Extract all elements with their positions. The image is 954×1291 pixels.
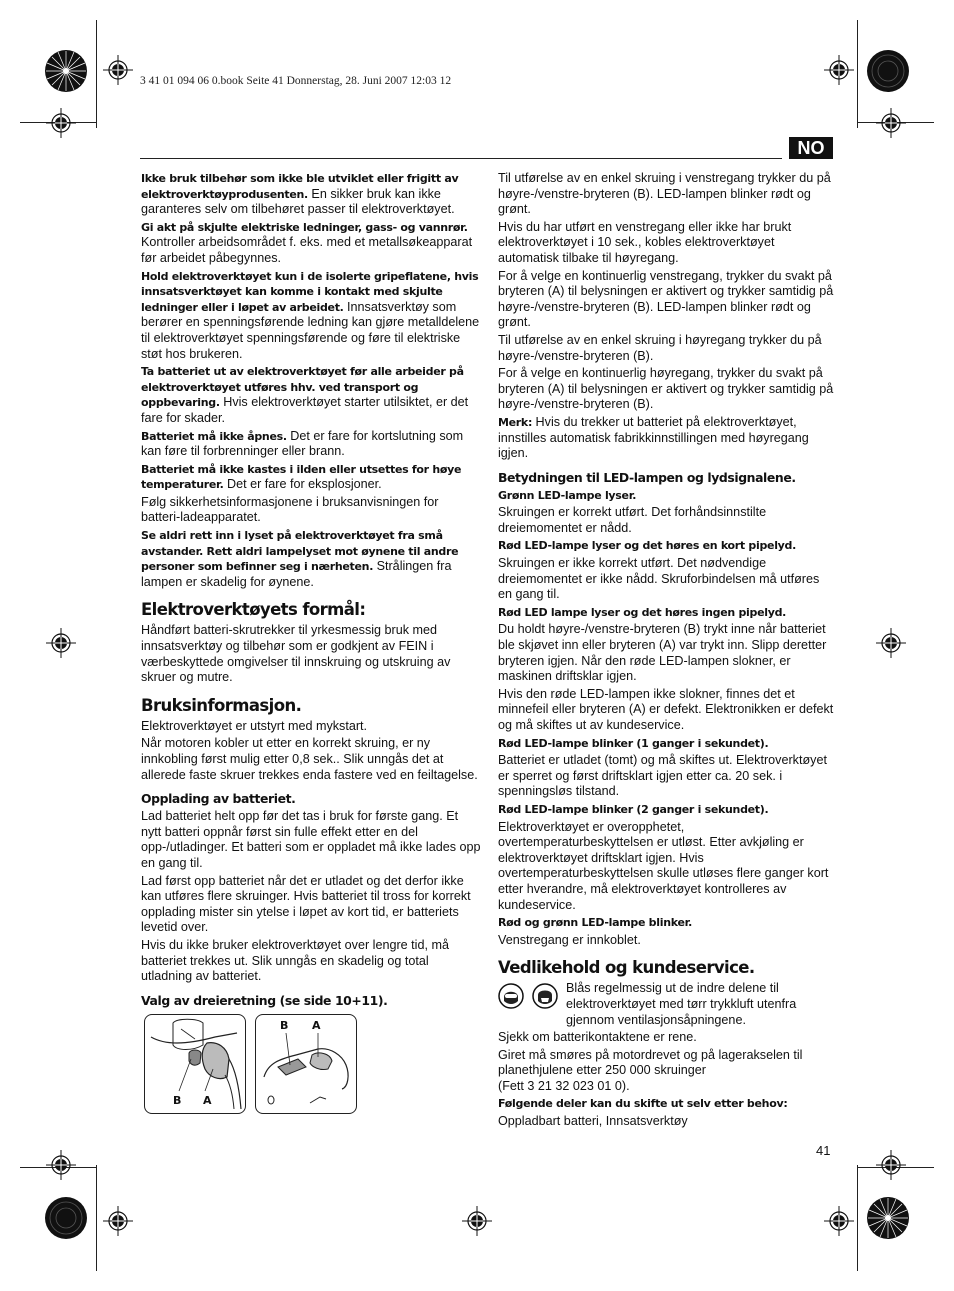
safety-item: Batteriet må ikke kastes i ilden eller utsettes for høye temperaturer. Det er fare for eksplosjoner. — [141, 462, 462, 492]
maintenance-paragraph: Sjekk om batterikontaktene er rene. — [498, 1030, 697, 1045]
led-item — [498, 488, 836, 537]
registration-mark-icon — [876, 108, 906, 138]
starburst-mark-icon — [866, 1196, 910, 1240]
eye-protection-icon — [498, 983, 524, 1009]
figure-label-b: B — [173, 1093, 182, 1107]
charging-paragraph: Lad først opp batteriet når det er utladet og det derfor ikke kan utføres flere skruinger. Hvis batteriet til tross for korrekt opplading mister sin ytelse i løpet av kort tid, er batteriets levetid over. — [141, 873, 471, 935]
led-item-title: Rød LED lampe lyser og det høres ingen pipelyd. — [498, 605, 787, 619]
registration-mark-icon — [876, 1150, 906, 1180]
crop-line — [96, 1165, 97, 1271]
usage-paragraph: Elektroverktøyet er utstyrt med mykstart. — [141, 718, 368, 733]
registration-mark-icon — [824, 55, 854, 85]
usage-paragraph: Når motoren kobler ut etter en korrekt skruing, er ny innkobling først mulig etter 0,8 sek.. Slik unngås det at allerede faste skruer trekkes enda fastere ved en feiltagelse. — [141, 736, 478, 782]
led-item-title: Rød og grønn LED-lampe blinker. — [498, 916, 693, 930]
led-item-title: Rød LED-lampe blinker (1 ganger i sekundet). — [498, 736, 769, 750]
header-rule — [140, 158, 782, 159]
direction-paragraph: Hvis du har utført en venstregang eller ikke har brukt elektroverktøyet i 10 sek., kobles elektroverktøyet automatisk tilbake til høyregang. — [498, 219, 792, 265]
safety-item: Se aldri rett inn i lyset på elektroverktøyet fra små avstander. Rett aldri lampelyset mot øynene til andre personer som befinner seg i nærheten. Strålingen fra lampen er skadelig for øynene. — [141, 529, 459, 589]
direction-heading: Valg av dreieretning (se side 10+11). — [141, 992, 388, 1008]
starburst-mark-icon — [866, 49, 910, 93]
led-item — [498, 605, 836, 734]
safety-item: Ikke bruk tilbehør som ikke ble utviklet eller frigitt av elektroverktøyprodusenten. En sikker bruk kan ikke garanteres selv om tilbehøret passer til elektroverktøyet. — [141, 172, 459, 217]
maintenance-row — [498, 981, 836, 1030]
maintenance-paragraph: Giret må smøres på motordrevet og på lagerakselen til planethjulene etter 250 000 skruinger — [498, 1047, 803, 1078]
maintenance-paragraph: Blås regelmessig ut de indre delene til elektroverktøyet med tørr trykkluft utenfra gjennom ventilasjonsåpningene. — [566, 981, 797, 1027]
dust-mask-icon — [532, 983, 558, 1009]
led-item-title: Grønn LED-lampe lyser. — [498, 488, 637, 502]
led-item-text: Batteriet er utladet (tomt) og må skiftes ut. Elektroverktøyet er sperret og først driftsklart igjen etter ca. 20 sek. i spenningsløs tilstand. — [498, 753, 827, 799]
led-item — [498, 802, 836, 913]
grease-number: (Fett 3 21 32 023 01 0). — [498, 1078, 630, 1093]
led-item-text: Skruingen er ikke korrekt utført. Det nødvendige dreiemomentet er ikke nådd. Skruforbindelsen må utføres en gang til. — [498, 556, 820, 602]
led-item-text: Hvis den røde LED-lampen ikke slokner, finnes det et minnefeil eller bryteren (A) er defekt. Elektronikken er defekt og må skiftes ut av kundeservice. — [498, 686, 834, 732]
parts-text: Oppladbart batteri, Innsatsverktøy — [498, 1114, 688, 1129]
safety-item: Gi akt på skjulte elektriske ledninger, gass- og vannrør. Kontroller arbeidsområdet f. eks. med et metallsøkeapparat før arbeidet påbegynnes. — [141, 220, 473, 265]
parts-heading: Følgende deler kan du skifte ut selv etter behov: — [498, 1097, 788, 1111]
usage-heading: Bruksinformasjon. — [141, 695, 302, 715]
right-column — [498, 171, 836, 1132]
figure-label-b: B — [280, 1018, 289, 1032]
language-badge: NO — [789, 137, 833, 159]
figure-switch-side-view — [144, 1014, 246, 1114]
direction-paragraph: Til utførelse av en enkel skruing i høyregang trykker du på høyre-/venstre-bryteren (B). — [498, 332, 822, 363]
led-list — [498, 488, 836, 949]
purpose-heading: Elektroverktøyets formål: — [141, 600, 366, 620]
book-header-line: 3 41 01 094 06 0.book Seite 41 Donnerstag, 28. Juni 2007 12:03 12 — [140, 75, 452, 87]
maintenance-heading: Vedlikehold og kundeservice. — [498, 958, 755, 978]
direction-paragraph: For å velge en kontinuerlig høyregang, trykker du svakt på bryteren (A) til belysningen er aktivert og trykker samtidig på høyre-/venstre-bryteren (B). — [498, 366, 834, 412]
registration-mark-icon — [46, 1150, 76, 1180]
page-number: 41 — [816, 1143, 831, 1158]
crop-line — [96, 20, 97, 128]
charging-heading: Opplading av batteriet. — [141, 791, 296, 807]
direction-paragraph: For å velge en kontinuerlig venstregang, trykker du svakt på bryteren (A) til belysningen er aktivert og trykker samtidig på høyre-/venstre-bryteren (B). LED-lampen blinker rødt og grønt. — [498, 268, 834, 330]
note-paragraph: Merk: Hvis du trekker ut batteriet på elektroverktøyet, innstilles automatisk fabrikkinnstillingen med høyregang igjen. — [498, 414, 809, 461]
registration-mark-icon — [46, 628, 76, 658]
direction-paragraph: Til utførelse av en enkel skruing i venstregang trykker du på høyre-/venstre-bryteren (B). LED-lampen blinker rødt og grønt. — [498, 171, 831, 217]
figure-switch-top-view — [255, 1014, 357, 1114]
registration-mark-icon — [103, 1206, 133, 1236]
registration-mark-icon — [103, 55, 133, 85]
purpose-text: Håndført batteri-skrutrekker til yrkesmessig bruk med innsatsverktøy og tilbehør som er godkjent av FEIN i værbeskyttede omgivelser til innskruing og utskruing av skruer og mutre. — [141, 623, 451, 685]
safety-item: Batteriet må ikke åpnes. Det er fare for kortslutning som kan føre til forbrenninger eller brann. — [141, 428, 464, 459]
safety-item: Ta batteriet ut av elektroverktøyet før alle arbeider på elektroverktøyet utføres hhv. ved transport og oppbevaring. Hvis elektroverktøyet starter utilsiktet, er det fare for skader. — [141, 365, 469, 425]
led-item-text: Elektroverktøyet er overopphetet, overtemperaturbeskyttelsen er utløst. Etter avkjøling er elektroverktøyet driftsklart igjen. Hvis overtemperaturbeskyttelsen skulle utløses flere ganger kort etter hverandre, må elektroverktøyet kontrolleres av kundeservice. — [498, 819, 829, 912]
starburst-mark-icon — [44, 49, 88, 93]
crop-line — [857, 1165, 858, 1271]
led-heading: Betydningen til LED-lampen og lydsignalene. — [498, 469, 796, 485]
safety-item: Hold elektroverktøyet kun i de isolerte gripeflatene, hvis innsatsverktøyet kan komme i kontakt med skjulte ledninger eller i løpet av arbeidet. Innsatsverktøy som berører en spenningsførende ledning kan gjøre metalldelene til elektroverktøyet spenningsførende og føre til elektriske støt hos brukeren. — [141, 269, 480, 361]
led-item-title: Rød LED-lampe lyser og det høres en kort pipelyd. — [498, 539, 796, 553]
safety-list — [141, 171, 481, 590]
crop-line — [857, 20, 858, 128]
direction-figures — [141, 1014, 481, 1114]
registration-mark-icon — [46, 108, 76, 138]
charging-paragraph: Hvis du ikke bruker elektroverktøyet over lengre tid, må batteriet trekkes ut. Slik unngås en skadelig og total utladning av batteriet. — [141, 937, 449, 984]
figure-label-a: A — [203, 1093, 212, 1107]
led-item — [498, 736, 836, 800]
registration-mark-icon — [824, 1206, 854, 1236]
led-item-text: Skruingen er korrekt utført. Det forhåndsinnstilte dreiemomentet er nådd. — [498, 505, 767, 535]
led-item-text: Du holdt høyre-/venstre-bryteren (B) trykt inne når batteriet ble skjøvet inn eller bryteren (A) var trykt inn. Slipp deretter bryteren igjen. Når den røde LED-lampen slokner, er maskinen driftsklar igjen. — [498, 622, 827, 684]
led-item — [498, 538, 836, 602]
figure-label-a: A — [312, 1018, 321, 1032]
maintenance-icons — [498, 981, 558, 1009]
led-item — [498, 915, 836, 948]
left-column — [141, 171, 481, 1114]
led-item-text: Venstregang er innkoblet. — [498, 932, 641, 947]
starburst-mark-icon — [44, 1196, 88, 1240]
registration-mark-icon — [876, 628, 906, 658]
led-item-title: Rød LED-lampe blinker (2 ganger i sekundet). — [498, 802, 769, 816]
safety-item: Følg sikkerhetsinformasjonene i bruksanvisningen for batteri-ladeapparatet. — [141, 494, 439, 525]
charging-paragraph: Lad batteriet helt opp før det tas i bruk for første gang. Et nytt batteri oppnår først sin fulle effekt etter en del opp-/utladinger. Et batteri som er oppladet må ikke lades opp en gang til. — [141, 809, 481, 870]
registration-mark-icon — [462, 1206, 492, 1236]
